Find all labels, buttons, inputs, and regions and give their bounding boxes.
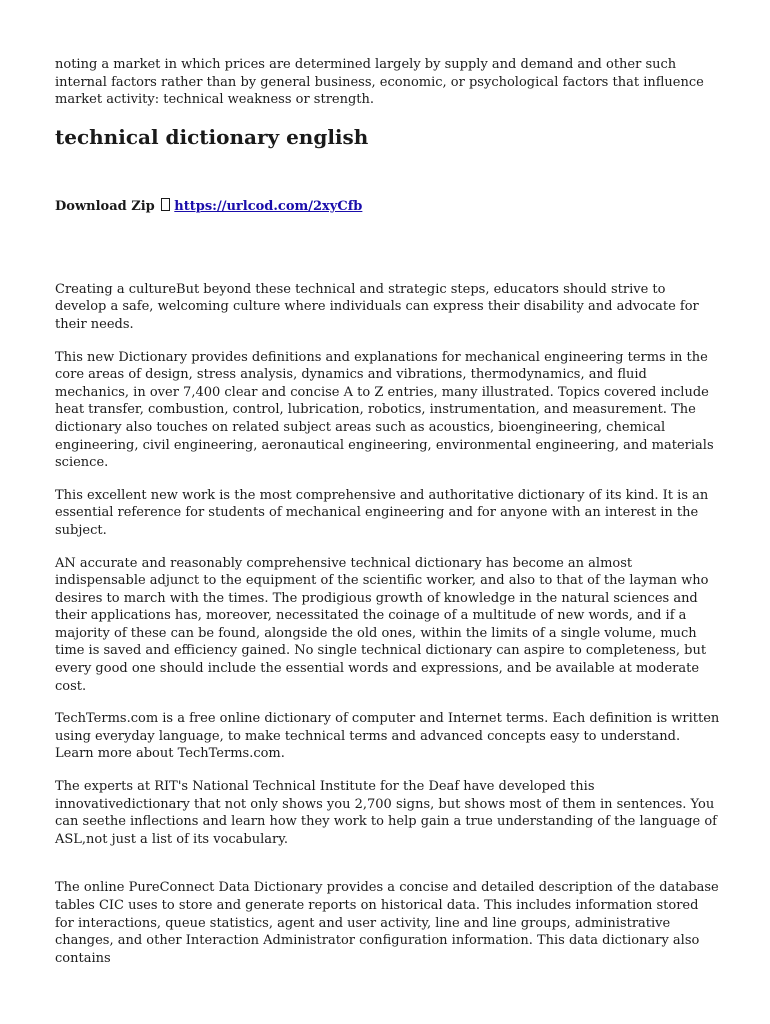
paragraph-excellent-work: This excellent new work is the most comprehensive and authoritative dictionary of its kind. It is an essential reference for students of mechanical engineering and for anyone with an interest in the subject. [55,487,709,538]
paragraph-culture: Creating a cultureBut beyond these technical and strategic steps, educators should strive to develop a safe, welcoming culture where individuals can express their disability and advocate for their needs. [55,281,699,332]
paragraph-pureconnect: The online PureConnect Data Dictionary provides a concise and detailed description of the database tables CIC uses to store and generate reports on historical data. This includes information stored for interactions, queue statistics, agent and user activity, line and line groups, administrative changes, and other Interaction Administrator configuration information. This data dictionary also contains [55,880,719,966]
paragraph-rit-ntid: The experts at RIT's National Technical Institute for the Deaf have developed this innovativedictionary that not only shows you 2,700 signs, but shows most of them in sentences. You can seethe inflections and learn how they work to help gain a true understanding of the language of ASL,not just a list of its vocabulary. [55,779,717,847]
paragraph-techterms: TechTerms.com is a free online dictionary of computer and Internet terms. Each definition is written using everyday language, to make technical terms and advanced concepts easy to understand. Learn more about TechTerms.com. [55,711,720,762]
document-page [55,56,720,982]
intro-paragraph: noting a market in which prices are determined largely by supply and demand and other such internal factors rather than by general business, economic, or psychological factors that influence market activity: technical weakness or strength. [55,57,704,108]
paragraph-mechanical-dictionary: This new Dictionary provides definitions and explanations for mechanical engineering terms in the core areas of design, stress analysis, dynamics and vibrations, thermodynamics, and fluid mechanics, in over 7,400 clear and concise A to Z entries, many illustrated. Topics covered include heat transfer, combustion, control, lubrication, robotics, instrumentation, and measurement. The dictionary also touches on related subject areas such as acoustics, bioengineering, chemical engineering, civil engineering, aeronautical engineering, environmental engineering, and materials science. [55,349,714,471]
download-link[interactable]: https://urlcod.com/2xyCfb [174,198,363,214]
download-label: Download Zip [55,198,155,214]
download-line [55,198,720,215]
paragraph-accurate-dictionary: AN accurate and reasonably comprehensive technical dictionary has become an almost indispensable adjunct to the equipment of the scientific worker, and also to that of the layman who desires to march with the times. The prodigious growth of knowledge in the natural sciences and their applications has, moreover, necessitated the coinage of a multitude of new words, and if a majority of these can be found, alongside the old ones, within the limits of a single volume, much time is saved and efficiency gained. No single technical dictionary can aspire to completeness, but every good one should include the essential words and expressions, and be available at moderate cost. [55,555,709,694]
missing-glyph-icon [161,198,170,211]
page-title: technical dictionary english [55,124,369,149]
